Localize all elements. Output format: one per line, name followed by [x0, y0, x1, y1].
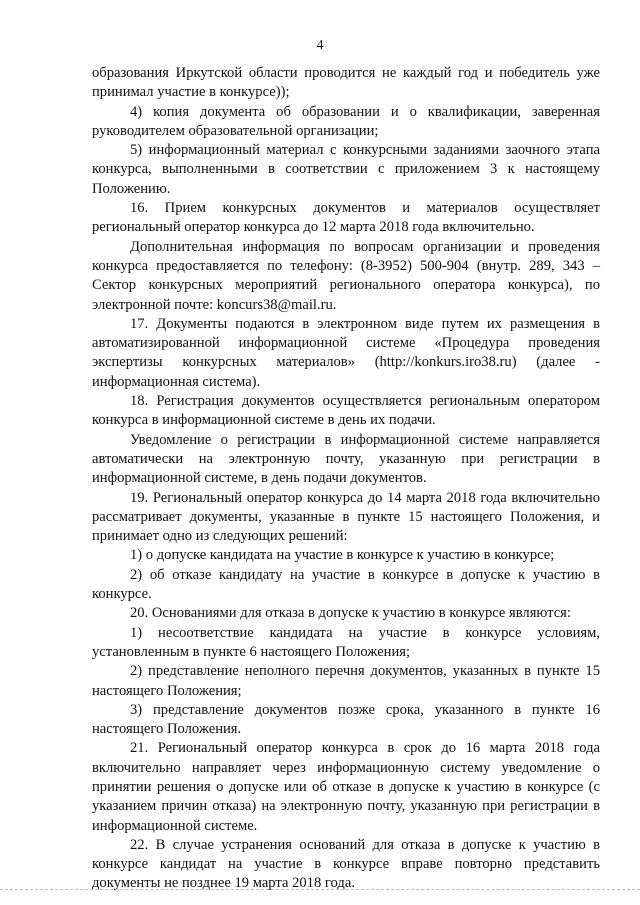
- paragraph: 1) о допуске кандидата на участие в конкурсе к участию в конкурсе;: [130, 547, 555, 564]
- footer-rule: [0, 889, 640, 890]
- paragraph: 3) представление документов позже срока, указанного в пункте 16 настоящего Положения.: [92, 701, 600, 738]
- document-body: [92, 64, 600, 894]
- paragraph: 5) информационный материал с конкурсными заданиями заочного этапа конкурса, выполненными в соответствии с приложением 3 к настоящему Положению.: [92, 142, 600, 197]
- paragraph: 18. Регистрация документов осуществляется региональным оператором конкурса в информационной системе в день их подачи.: [92, 393, 600, 429]
- paragraph: 1) несоответствие кандидата на участие в конкурсе условиям, установленным в пункте 6 настоящего Положения;: [92, 624, 600, 660]
- paragraph: Дополнительная информация по вопросам организации и проведения конкурса предоставляется по телефону: (8-3952) 500-904 (внутр. 289, 343 – Сектор конкурсных мероприятий регионального оператора конкурса), по электронной почте: koncurs38@mail.ru.: [92, 238, 600, 313]
- paragraph: 21. Региональный оператор конкурса в срок до 16 марта 2018 года включительно направляет через информационную систему уведомление о принятии решения о допуске или об отказе в допуске к участию в конкурсе (с указанием причин отказа) на электронную почту, указанную при регистрации в информационной системе.: [92, 740, 600, 834]
- paragraph: Уведомление о регистрации в информационной системе направляется автоматически на электронную почту, указанную при регистрации в информационной системе, в день подачи документов.: [92, 431, 600, 487]
- paragraph: 19. Региональный оператор конкурса до 14 марта 2018 года включительно рассматривает документы, указанные в пункте 15 настоящего Положения, и принимает одно из следующих решений:: [92, 489, 600, 545]
- paragraph: 17. Документы подаются в электронном виде путем их размещения в автоматизированной информационной системе «Процедура проведения экспертизы конкурсных материалов» (http://konkurs.iro38.ru) (далее - информационная система).: [92, 315, 600, 390]
- page-number: 4: [316, 38, 324, 53]
- paragraph: 2) об отказе кандидату на участие в конкурсе в допуске к участию в конкурсе.: [92, 566, 600, 603]
- paragraph: 16. Прием конкурсных документов и материалов осуществляет региональный оператор конкурса до 12 марта 2018 года включительно.: [92, 200, 600, 236]
- paragraph: 2) представление неполного перечня документов, указанных в пункте 15 настоящего Положения;: [92, 663, 600, 699]
- paragraph: образования Иркутской области проводится не каждый год и победитель уже принимал участие в конкурсе));: [92, 65, 600, 101]
- paragraph: 20. Основаниями для отказа в допуске к участию в конкурсе являются:: [130, 605, 571, 622]
- paragraph: 4) копия документа об образовании и о квалификации, заверенная руководителем образовательной организации;: [92, 103, 600, 139]
- paragraph: 22. В случае устранения оснований для отказа в допуске к участию в конкурсе кандидат на участие в конкурсе вправе повторно представить документы не позднее 19 марта 2018 года.: [92, 836, 600, 892]
